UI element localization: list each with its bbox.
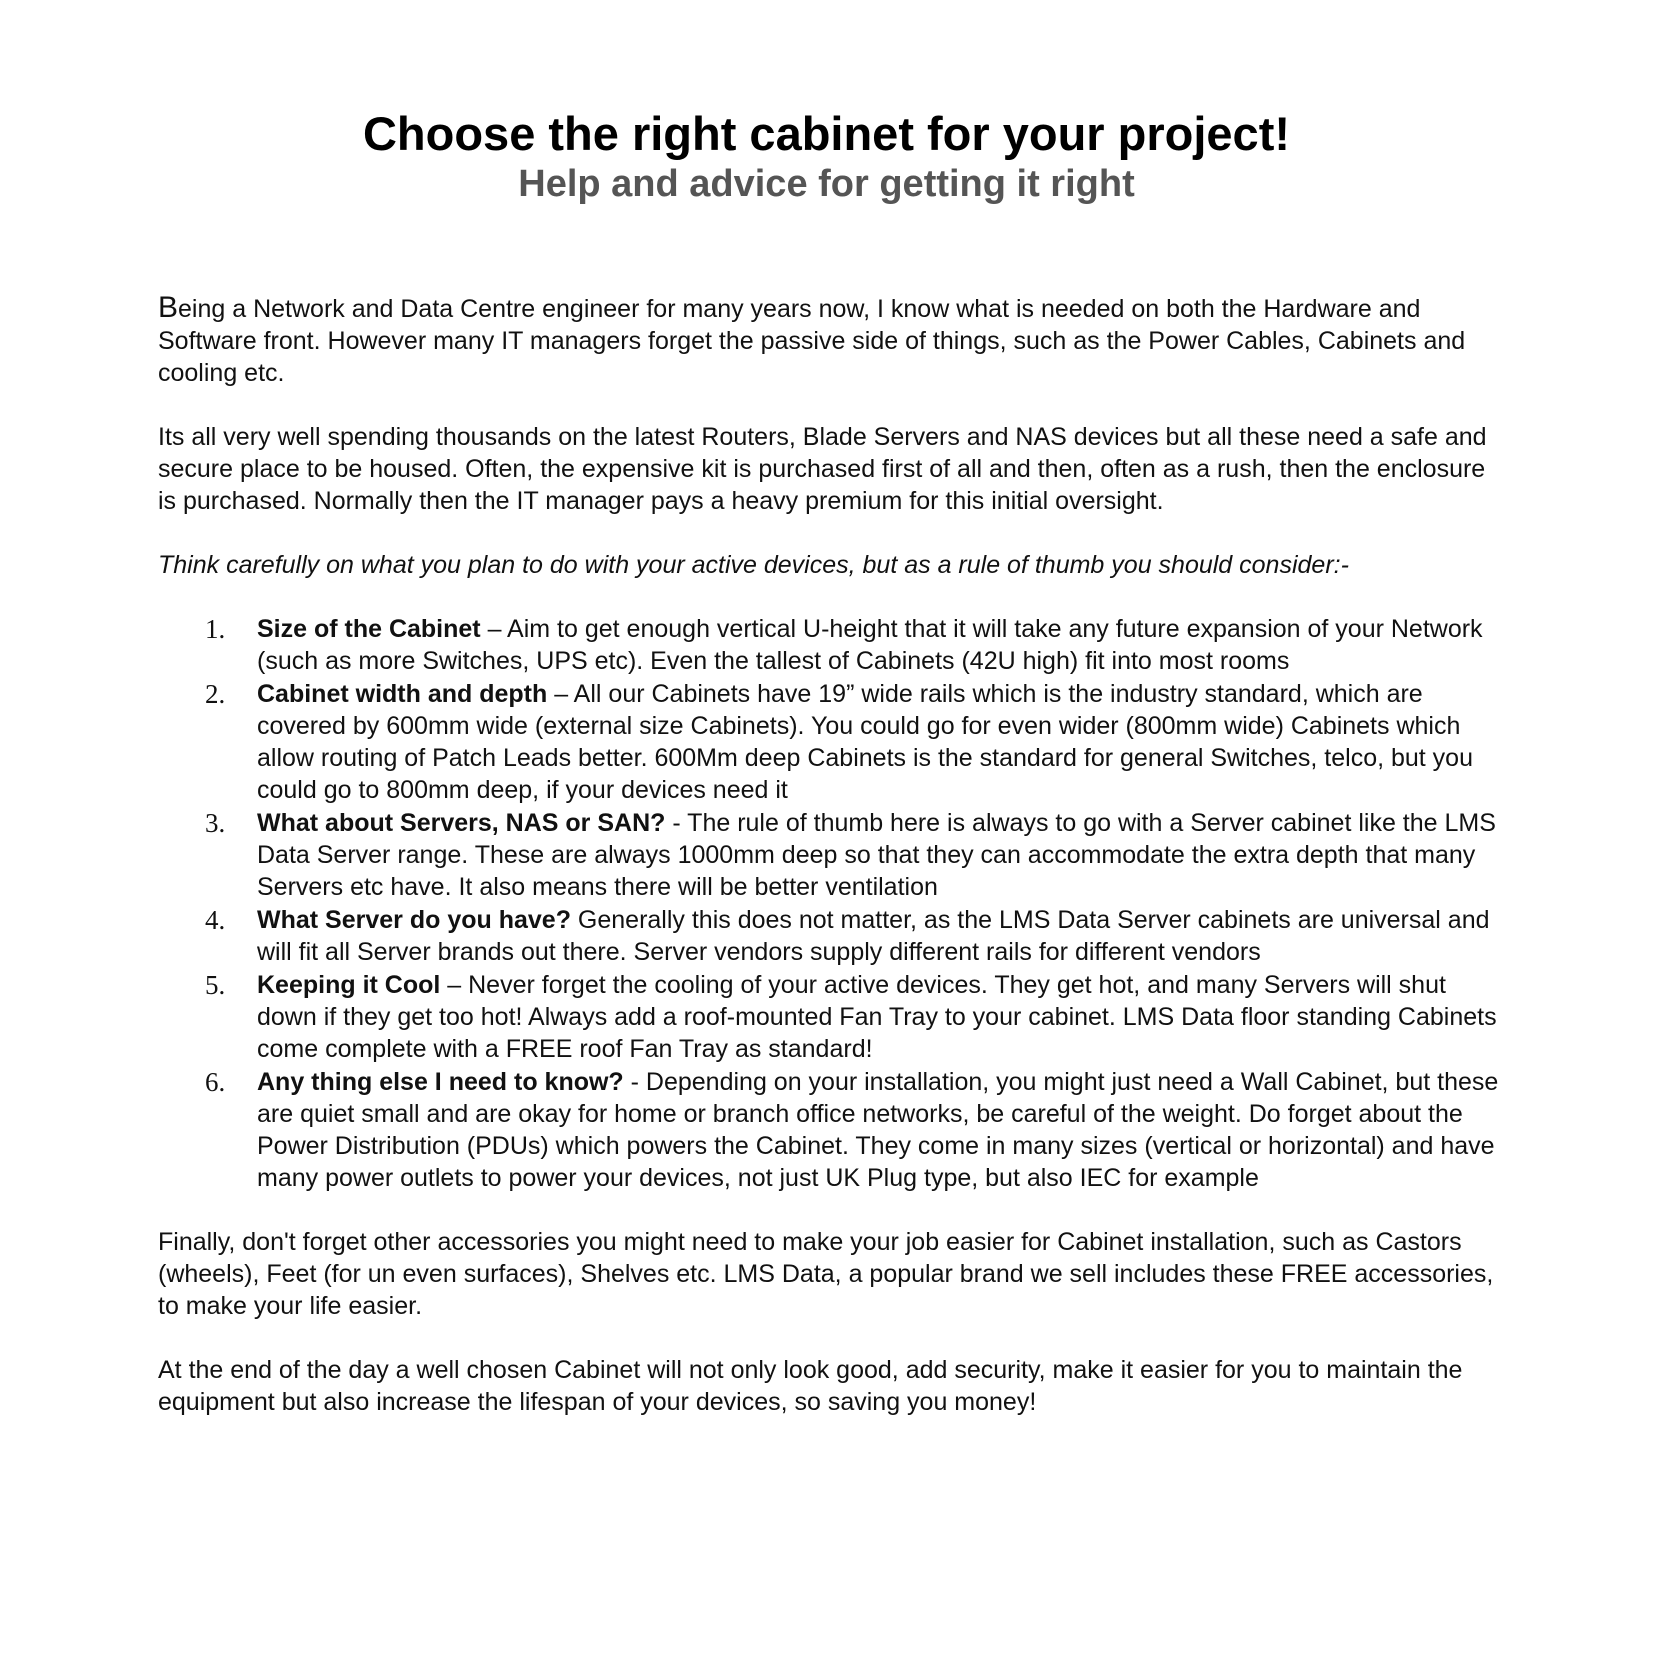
list-item [158, 678, 1503, 806]
list-item-number: 1. [205, 614, 226, 644]
list-item-heading: Size of the Cabinet [257, 615, 481, 643]
list-item-number: 3. [205, 808, 226, 838]
list-item-heading: What about Servers, NAS or SAN? [257, 809, 666, 837]
list-item-text: Generally this does not matter, as the LMS Data Server cabinets are universal and will fit all Server brands out there. Server vendors supply different rails for different vendors [257, 906, 1490, 966]
list-item-heading: What Server do you have? [257, 906, 571, 934]
list-item-heading: Any thing else I need to know? [257, 1068, 624, 1096]
article-body [158, 292, 1503, 1450]
closing-paragraph-2: At the end of the day a well chosen Cabinet will not only look good, add security, make it easier for you to maintain the equipment but also increase the lifespan of your devices, so saving you money! [158, 1356, 1463, 1416]
list-item [158, 1066, 1503, 1194]
list-item-text: – Aim to get enough vertical U-height that it will take any future expansion of your Network (such as more Switches, UPS etc). Even the tallest of Cabinets (42U high) fit into most rooms [257, 615, 1483, 675]
list-item-number: 4. [205, 905, 226, 935]
list-item-number: 5. [205, 970, 226, 1000]
intro-paragraph-1-text: eing a Network and Data Centre engineer for many years now, I know what is needed on both the Hardware and Software front. However many IT managers forget the passive side of things, such as the Power Cables, Cabinets and cooling etc. [158, 295, 1466, 387]
dropcap-letter: B [158, 291, 179, 324]
list-item-heading: Keeping it Cool [257, 971, 441, 999]
list-item-heading: Cabinet width and depth [257, 680, 548, 708]
list-item-text: – Never forget the cooling of your active devices. They get hot, and many Servers will shut down if they get too hot! Always add a roof-mounted Fan Tray to your cabinet. LMS Data floor standing Cabinets come complete with a FREE roof Fan Tray as standard! [257, 971, 1497, 1063]
list-item [158, 807, 1503, 903]
list-item [158, 904, 1503, 968]
considerations-list [158, 613, 1503, 1194]
list-lead-in: Think carefully on what you plan to do with your active devices, but as a rule of thumb you should consider:- [158, 551, 1349, 579]
page-subtitle: Help and advice for getting it right [518, 163, 1135, 205]
list-item-text: - Depending on your installation, you might just need a Wall Cabinet, but these are quiet small and are okay for home or branch office networks, be careful of the weight. Do forget about the Power Distribution (PDUs) which powers the Cabinet. They come in many sizes (vertical or horizontal) and have many power outlets to power your devices, not just UK Plug type, but also IEC for example [257, 1068, 1499, 1192]
list-item-number: 6. [205, 1067, 226, 1097]
page-title: Choose the right cabinet for your project! [362, 107, 1290, 160]
closing-paragraph-1: Finally, don't forget other accessories you might need to make your job easier for Cabinet installation, such as Castors (wheels), Feet (for un even surfaces), Shelves etc. LMS Data, a popular brand we sell includes these FREE accessories, to make your life easier. [158, 1228, 1494, 1320]
list-item-text: – All our Cabinets have 19” wide rails which is the industry standard, which are covered by 600mm wide (external size Cabinets). You could go for even wider (800mm wide) Cabinets which allow routing of Patch Leads better. 600Mm deep Cabinets is the standard for general Switches, telco, but you could go to 800mm deep, if your devices need it [257, 680, 1473, 804]
list-item-number: 2. [205, 679, 226, 709]
list-item [158, 969, 1503, 1065]
list-item [158, 613, 1503, 677]
intro-paragraph-2: Its all very well spending thousands on the latest Routers, Blade Servers and NAS devices but all these need a safe and secure place to be housed. Often, the expensive kit is purchased first of all and then, often as a rush, then the enclosure is purchased. Normally then the IT manager pays a heavy premium for this initial oversight. [158, 423, 1487, 515]
list-item-text: - The rule of thumb here is always to go with a Server cabinet like the LMS Data Server range. These are always 1000mm deep so that they can accommodate the extra depth that many Servers etc have. It also means there will be better ventilation [257, 809, 1496, 901]
intro-paragraph-1 [158, 292, 1503, 389]
